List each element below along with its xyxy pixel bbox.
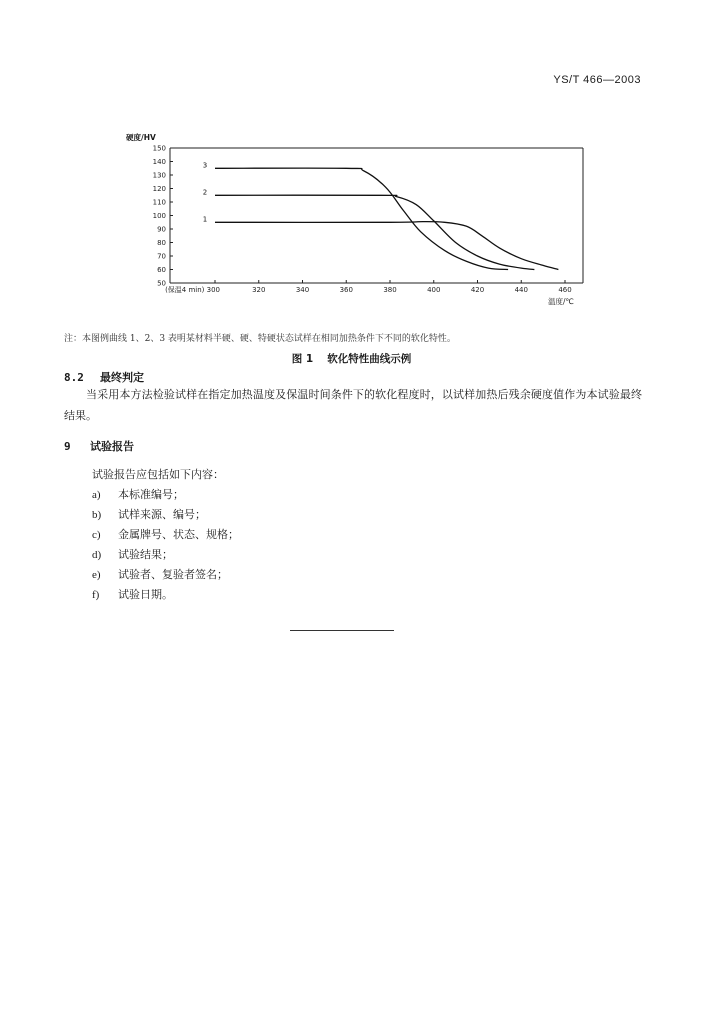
section-9-intro: 试验报告应包括如下内容：: [92, 468, 224, 481]
y-tick-label: 140: [152, 158, 166, 166]
section-title: 最终判定: [100, 371, 144, 384]
list-marker: b): [92, 509, 102, 521]
y-tick-label: 130: [152, 171, 166, 180]
x-tick-label: 380: [383, 286, 397, 294]
y-tick-label: 50: [157, 279, 166, 288]
list-item: [92, 526, 239, 546]
y-tick-label: 70: [157, 252, 166, 261]
list-item: [92, 586, 239, 606]
list-text: 试验日期。: [118, 588, 173, 601]
y-tick-label: 80: [157, 239, 166, 247]
x-tick-label: 460: [558, 286, 572, 294]
list-item: [92, 486, 239, 506]
series-3-label: 3: [202, 161, 208, 170]
section-number: 8.2: [64, 371, 84, 384]
chart-svg: [0, 0, 703, 340]
list-item: [92, 546, 239, 566]
list-text: 本标准编号；: [118, 488, 184, 501]
section-number: 9: [64, 440, 71, 453]
series-3-line: [215, 168, 508, 269]
report-items-list: [92, 486, 239, 606]
x-tick-label: 320: [252, 286, 266, 294]
y-axis-label: 硬度/HV: [126, 133, 156, 142]
figure-title: 软化特性曲线示例: [327, 353, 412, 365]
y-tick-label: 110: [152, 198, 166, 207]
figure-number: 图 1: [291, 353, 314, 365]
list-text: 试验结果；: [118, 548, 173, 561]
list-marker: d): [92, 549, 102, 561]
list-item: [92, 566, 239, 586]
list-marker: e): [92, 569, 101, 581]
y-tick-label: 150: [152, 144, 166, 153]
section-title: 试验报告: [90, 440, 134, 453]
x-tick-label: (保温4 min) 300: [165, 286, 220, 294]
x-axis-label: 温度/℃: [548, 297, 574, 306]
y-tick-label: 120: [152, 185, 166, 193]
list-item: [92, 506, 239, 526]
y-tick-label: 100: [152, 212, 166, 220]
list-text: 试样来源、编号；: [118, 508, 206, 521]
list-text: 金属牌号、状态、规格；: [118, 528, 239, 541]
series-1-line: [215, 222, 558, 270]
x-tick-label: 420: [470, 286, 485, 294]
standard-code: YS/T 466—2003: [553, 74, 641, 86]
y-tick-label: 90: [157, 225, 166, 234]
list-text: 试验者、复验者签名；: [118, 568, 228, 581]
list-marker: a): [92, 489, 101, 501]
x-tick-label: 440: [514, 286, 528, 294]
x-tick-label: 360: [339, 286, 353, 294]
section-9-heading: [64, 438, 134, 454]
series-2-line: [215, 195, 534, 269]
list-marker: f): [92, 589, 100, 601]
section-8-2-heading: [64, 369, 144, 385]
y-tick-label: 60: [157, 266, 166, 274]
figure-caption: [0, 351, 703, 366]
x-tick-label: 400: [427, 286, 441, 294]
x-tick-label: 340: [295, 286, 310, 294]
softening-curve-chart: [0, 0, 703, 340]
series-2-label: 2: [202, 188, 208, 197]
end-rule: [290, 630, 394, 631]
series-1-label: 1: [202, 215, 208, 224]
section-8-2-paragraph: 当采用本方法检验试样在指定加热温度及保温时间条件下的软化程度时，以试样加热后残余硬度值作为本试验最终结果。: [64, 388, 642, 422]
figure-note: 注：本图例曲线 1、2、3 表明某材料半硬、硬、特硬状态试样在相同加热条件下不同的软化特性。: [64, 334, 456, 344]
list-marker: c): [92, 529, 101, 541]
